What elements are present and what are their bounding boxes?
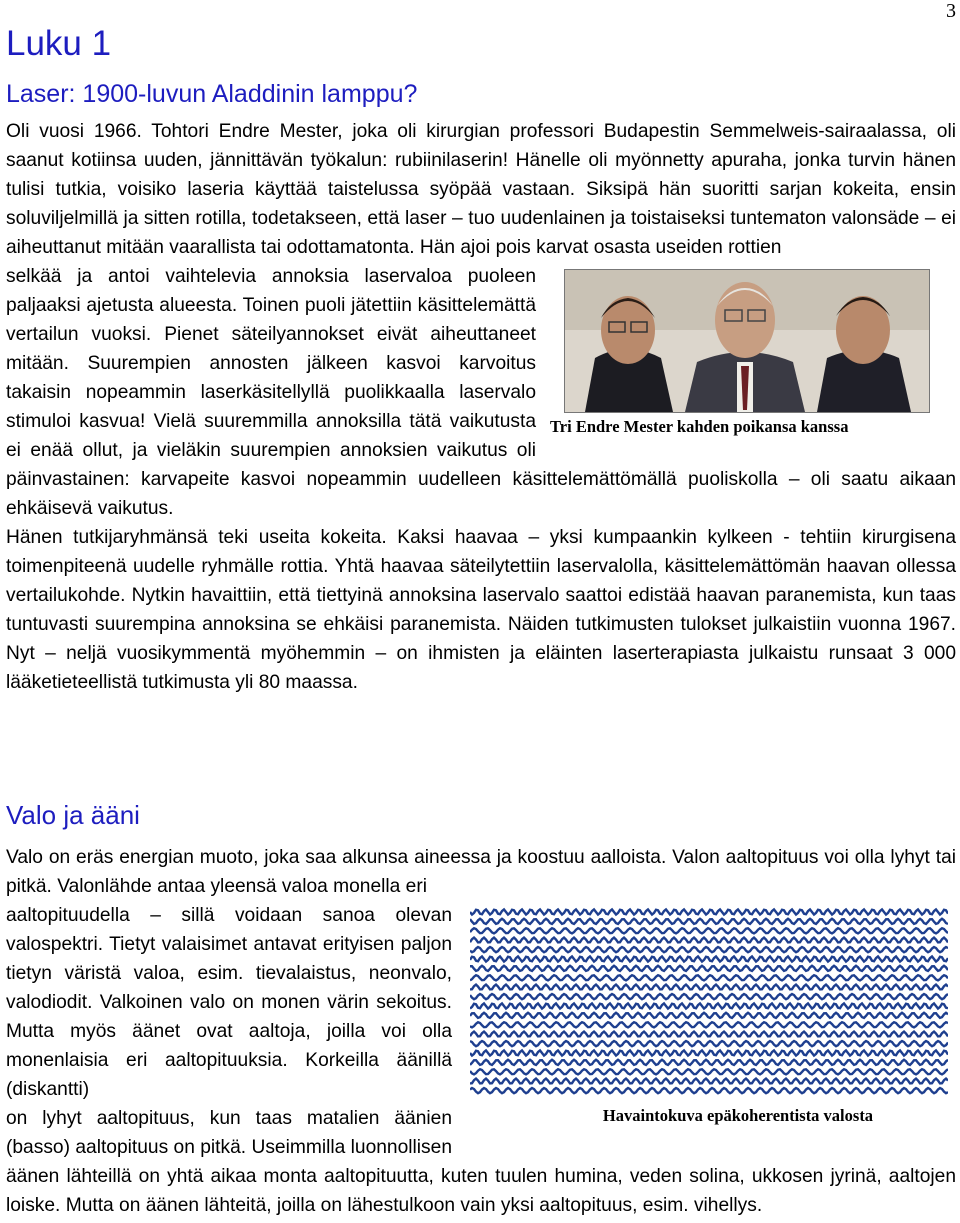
page-number: 3 — [946, 0, 956, 22]
wave-line — [470, 1032, 948, 1037]
wave-line — [470, 1003, 948, 1008]
photo-figure — [550, 265, 956, 441]
wave-line — [470, 1013, 948, 1018]
wave-line — [470, 966, 948, 971]
chapter-title: Luku 1 — [6, 24, 112, 63]
wave-figure — [466, 904, 960, 1137]
intro-wrap-text: selkää ja antoi vaihtelevia annoksia laservaloa puoleen paljaaksi ajetusta alueesta. Toinen puoli jätettiin käsittelemättä vertailun vuoksi. Pienet säteilyannokset eivät aiheuttaneet mitään. Suurempien annosten jälkeen kasvoi karvoitus takaisin nopeammin laserkäsitellyllä puolikkaalla laservalo stimuloi kasvua! Vielä suuremmilla annoksilla tätä vaikutusta ei enää ollut, ja vieläkin suurempien annoksien vaikutus oli päinvastainen: karvapeite kasvoi nopeammin uudelleen käsittelemättömällä puoliskolla – oli saatu aikaan ehkäisevä vaikutus. — [6, 266, 956, 519]
waves-caption: Havaintokuva epäkoherentista valosta — [602, 1106, 874, 1125]
section-lead-text: Valo on eräs energian muoto, joka saa alkunsa aineessa ja koostuu aalloista. Valon aaltopituus voi olla lyhyt tai pitkä. Valonlähde antaa yleensä valoa monella eri — [6, 847, 956, 897]
wave-line — [470, 909, 948, 914]
wave-line — [470, 938, 948, 943]
wave-line — [470, 928, 948, 933]
wave-line — [470, 1022, 948, 1027]
wave-line — [470, 947, 948, 952]
wave-line — [470, 919, 948, 924]
wave-line — [470, 956, 948, 961]
section-title: Valo ja ääni — [6, 800, 140, 830]
mester-photo — [564, 269, 930, 413]
wave-line — [470, 994, 948, 999]
chapter-subtitle: Laser: 1900-luvun Aladdinin lamppu? — [6, 80, 418, 108]
wave-line — [470, 1079, 948, 1084]
wave-line — [470, 975, 948, 980]
intro-text-block — [6, 117, 956, 697]
section-wrap-text: aaltopituudella – sillä voidaan sanoa olevan valospektri. Tietyt valaisimet antavat erityisen paljon tietyn väristä valoa, esim. tievalaistus, neonvalo, valodiodit. Valkoinen valo on monen värin sekoitus. Mutta myös äänet ovat aaltoja, joilla voi olla monenlaisia eri aaltopituuksia. Korkeilla äänillä (diskantti) — [6, 905, 452, 1100]
section-rest-text: on lyhyt aaltopituus, kun taas matalien äänien (basso) aaltopituus on pitkä. Useimmilla luonnollisen äänen lähteillä on yhtä aikaa monta aaltopituutta, kuten tuulen humina, veden solina, ukkosen jyrinä, aaltojen loiske. Mutta on äänen lähteitä, joilla on lähestulkoon vain yksi aaltopituus, esim. vihellys. — [6, 1108, 956, 1216]
wave-line — [470, 1041, 948, 1046]
incoherent-light-waves — [470, 906, 948, 1098]
photo-caption: Tri Endre Mester kahden poikansa kanssa — [550, 417, 849, 436]
section-text-block — [6, 843, 956, 1220]
wave-line — [470, 1050, 948, 1055]
wave-line — [470, 1088, 948, 1093]
wave-line — [470, 1060, 948, 1065]
intro-lead-text: Oli vuosi 1966. Tohtori Endre Mester, joka oli kirurgian professori Budapestin Semmelweis-sairaalassa, oli saanut kotiinsa uuden, jännittävän työkalun: rubiinilaserin! Hänelle oli myönnetty apuraha, jonka turvin hänen tulisi tutkia, voisiko laseria käyttää taistelussa syöpää vastaan. Siksipä hän suoritti sarjan kokeita, ensin soluviljelmillä ja sitten rotilla, todetakseen, että laser – tuo uudenlainen ja toistaiseksi tuntematon valonsäde – ei aiheuttanut mitään vaarallista tai odottamatonta. Hän ajoi pois karvat osasta useiden rottien — [6, 121, 956, 258]
intro-para-2: Hänen tutkijaryhmänsä teki useita kokeita. Kaksi haavaa – yksi kumpaankin kylkeen - tehtiin kirurgisena toimenpiteenä uudelle ryhmälle rottia. Yhtä haavaa säteilytettiin laservalolla, käsittelemättömän haavan ollessa vertailukohde. Nytkin havaittiin, että tiettyinä annoksina laservalo saattoi edistää haavan paranemista, kun taas tuntuvasti suurempina annoksina se ehkäisi paranemista. Näiden tutkimusten tulokset julkaistiin vuonna 1967. Nyt – neljä vuosikymmentä myöhemmin – on ihmisten ja eläinten laserterapiasta julkaistu runsaat 3 000 lääketieteellistä tutkimusta yli 80 maassa. — [6, 527, 956, 693]
wave-line — [470, 985, 948, 990]
wave-line — [470, 1069, 948, 1074]
